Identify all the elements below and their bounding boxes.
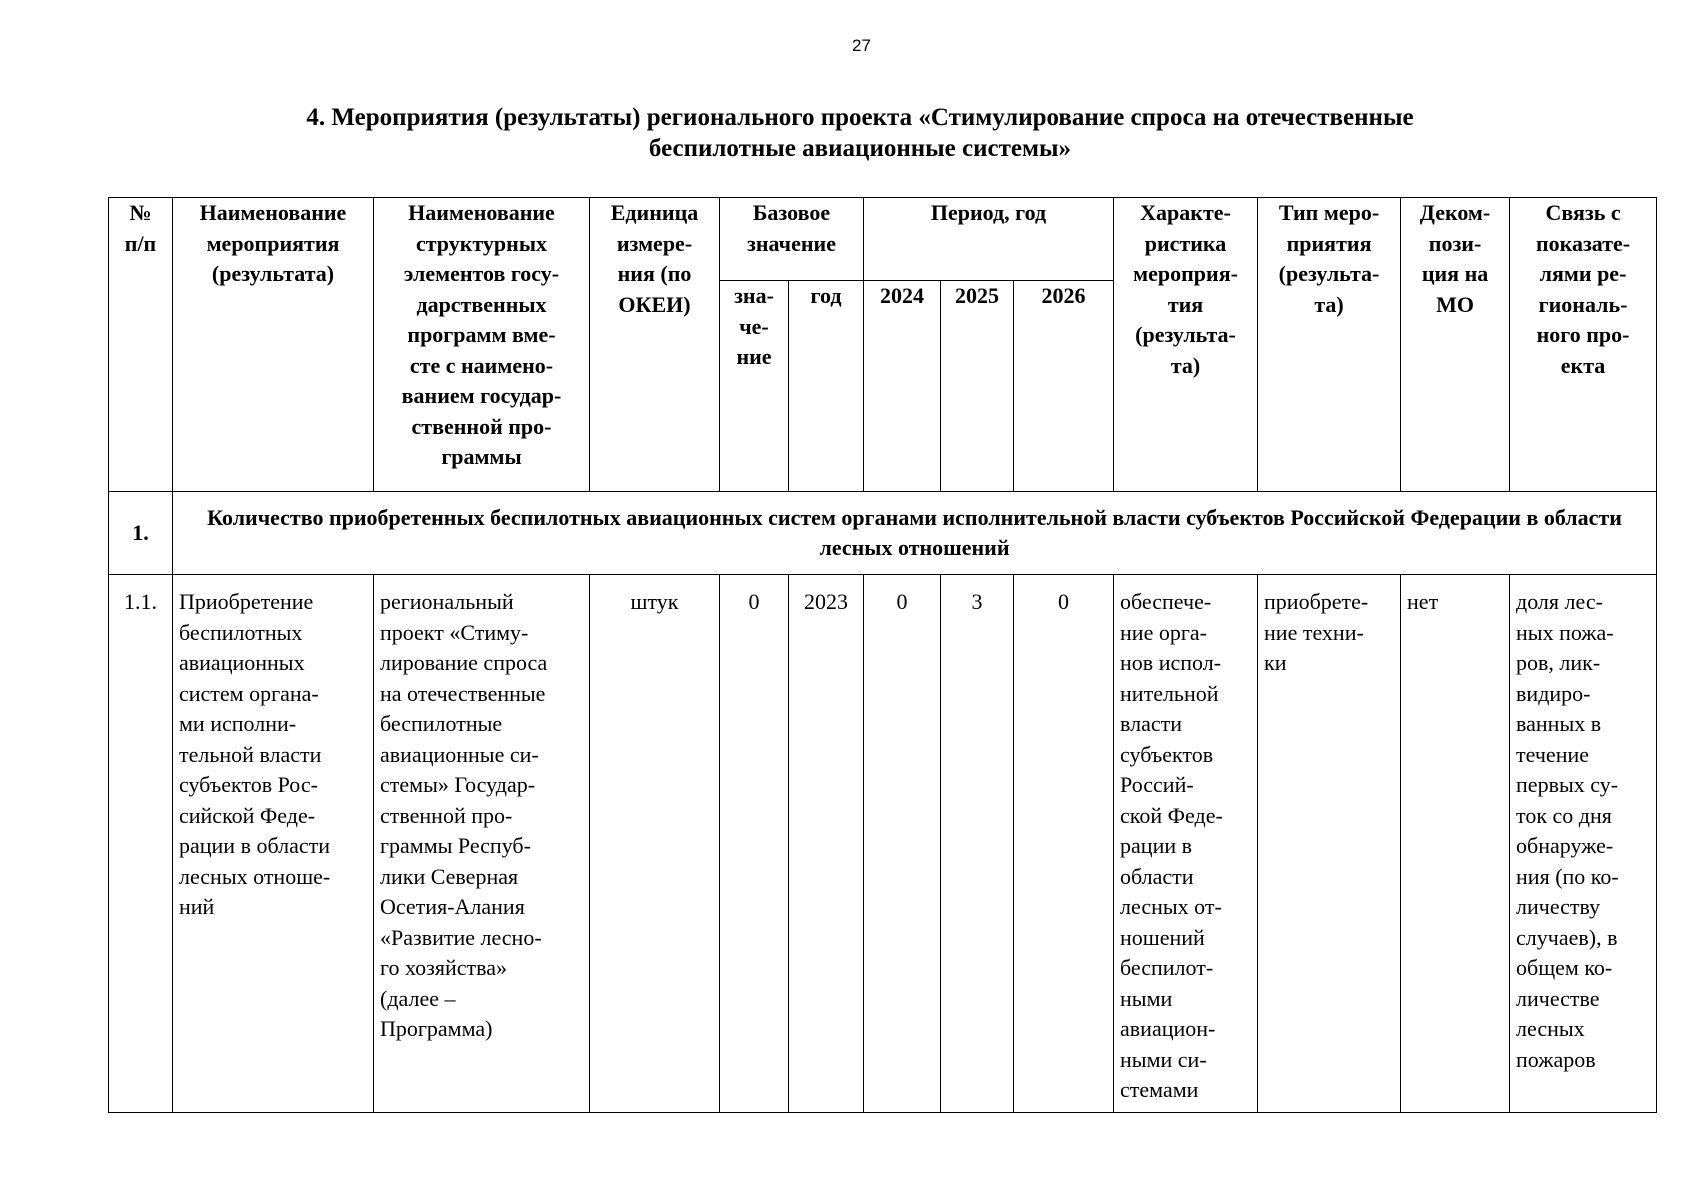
document-title: 4. Мероприятия (результаты) регионального проекта «Стимулирование спроса на отечественные беспилотные авиационные системы» bbox=[306, 104, 1414, 162]
header-year-2025: 2025 bbox=[941, 281, 1014, 492]
row-type: приобрете- ние техни- ки bbox=[1258, 575, 1401, 1113]
header-base-value-value: зна- че- ние bbox=[720, 281, 789, 492]
row-unit: штук bbox=[590, 575, 720, 1113]
row-link: доля лес- ных пожа- ров, лик- видиро- ванных в течение первых су- ток со дня обнаруже- ния (по ко- личеству случаев), в общем ко- личестве лесных пожаров bbox=[1510, 575, 1657, 1113]
header-event-name: Наименование мероприятия (результата) bbox=[173, 198, 374, 492]
row-num: 1.1. bbox=[109, 575, 173, 1113]
row-base-year: 2023 bbox=[789, 575, 864, 1113]
header-year-2026: 2026 bbox=[1014, 281, 1114, 492]
header-num: № п/п bbox=[109, 198, 173, 492]
header-type: Тип меро- приятия (результа- та) bbox=[1258, 198, 1401, 492]
header-period: Период, год bbox=[864, 198, 1114, 281]
section-title: Количество приобретенных беспилотных авиационных систем органами исполнительной власти субъектов Российской Федерации в области лесных отношений bbox=[173, 492, 1657, 575]
row-decomposition: нет bbox=[1401, 575, 1510, 1113]
header-characteristic: Характе- ристика мероприя- тия (результа- та) bbox=[1114, 198, 1258, 492]
page-number: 27 bbox=[852, 36, 871, 55]
row-value-2026: 0 bbox=[1014, 575, 1114, 1113]
header-unit: Единица измере- ния (по ОКЕИ) bbox=[590, 198, 720, 492]
header-base-value-year: год bbox=[789, 281, 864, 492]
header-year-2024: 2024 bbox=[864, 281, 941, 492]
row-base-value: 0 bbox=[720, 575, 789, 1113]
header-link: Связь с показате- лями ре- гиональ- ного про- екта bbox=[1510, 198, 1657, 492]
row-structural-elements: региональный проект «Стиму- лирование спроса на отечественные беспилотные авиационные си- стемы» Государ- ственной про- граммы Респуб- лики Северная Осетия-Алания «Развитие лесно- го хозяйства» (далее – Программа) bbox=[374, 575, 590, 1113]
row-value-2024: 0 bbox=[864, 575, 941, 1113]
table-row bbox=[109, 575, 1657, 1113]
header-structural-elements: Наименование структурных элементов госу- дарственных программ вме- сте с наимено- ванием государ- ственной про- граммы bbox=[374, 198, 590, 492]
row-characteristic: обеспече- ние орга- нов испол- нительной власти субъектов Россий- ской Феде- рации в области лесных от- ношений беспилот- ными авиацион- ными си- стемами bbox=[1114, 575, 1258, 1113]
row-value-2025: 3 bbox=[941, 575, 1014, 1113]
section-row bbox=[109, 492, 1657, 575]
header-decomposition: Деком- пози- ция на МО bbox=[1401, 198, 1510, 492]
row-event-name: Приобретение беспилотных авиационных систем органа- ми исполни- тельной власти субъектов Рос- сийской Феде- рации в области лесных отноше- ний bbox=[173, 575, 374, 1113]
header-base-value: Базовое значение bbox=[720, 198, 864, 281]
events-table bbox=[108, 197, 1657, 1113]
section-num: 1. bbox=[109, 492, 173, 575]
table-header bbox=[109, 198, 1657, 492]
